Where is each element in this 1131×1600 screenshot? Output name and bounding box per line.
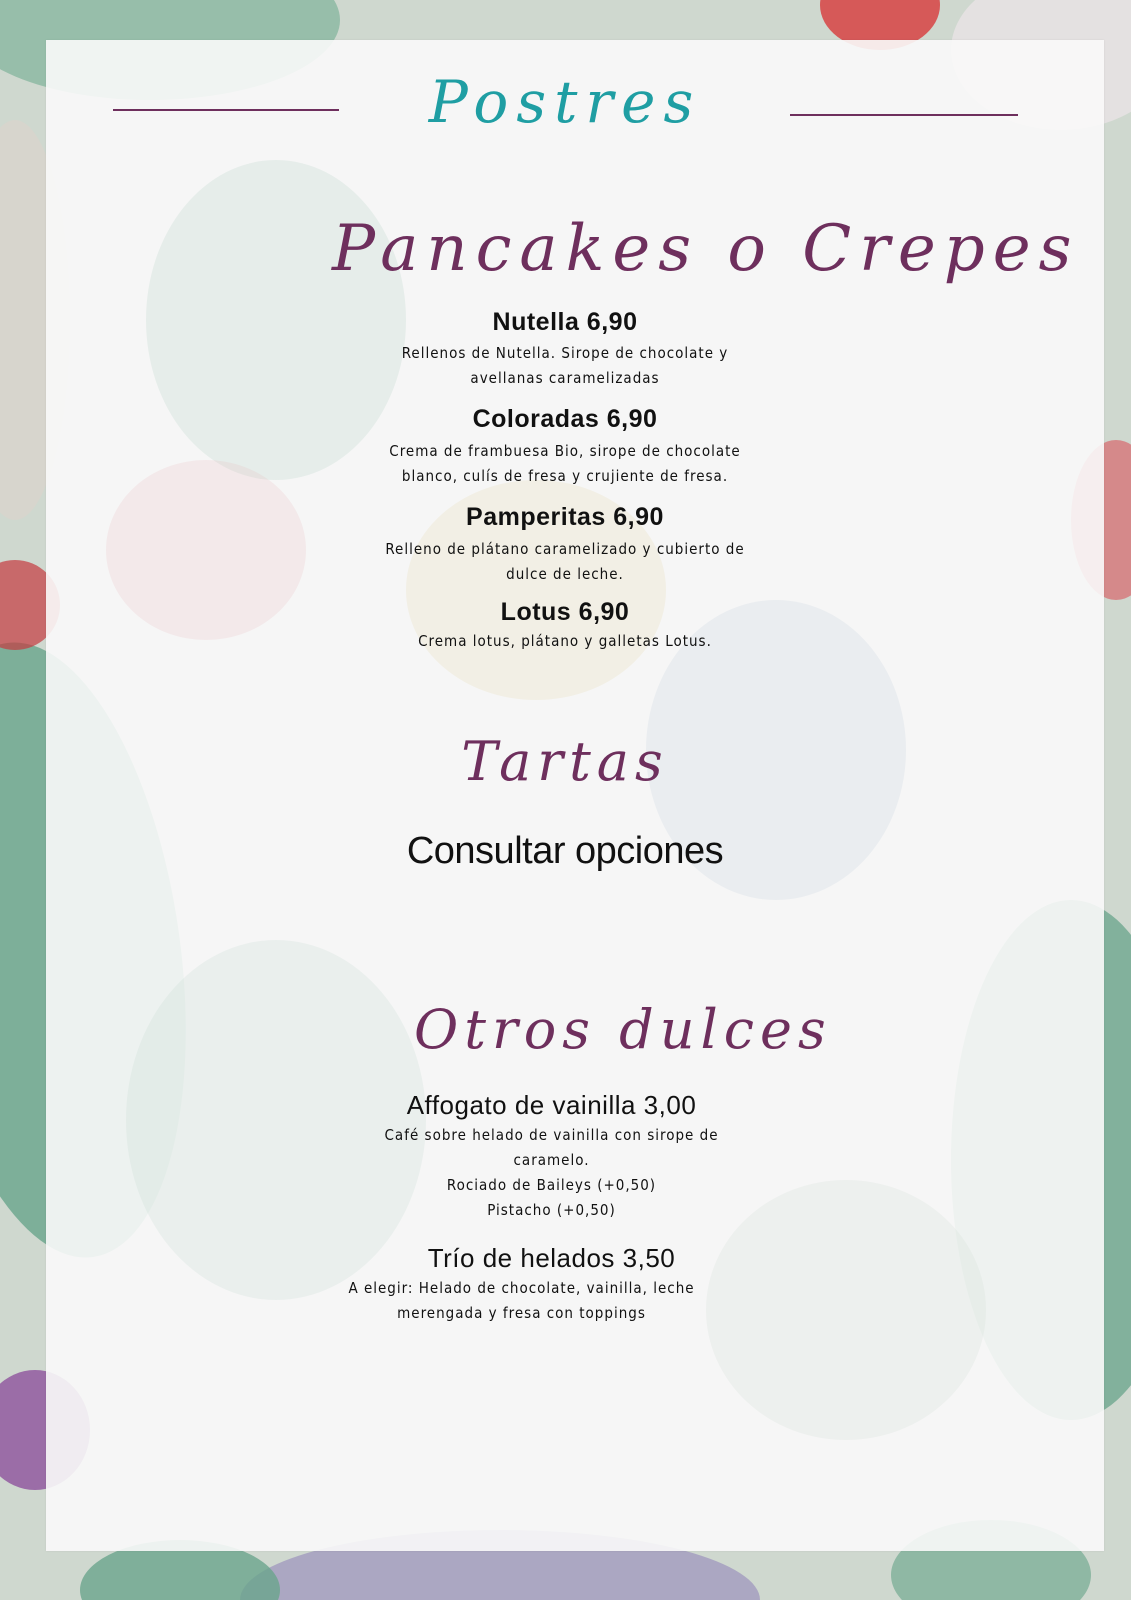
item-description: Crema de frambuesa Bio, sirope de chocolate bbox=[389, 442, 741, 460]
item-description: avellanas caramelizadas bbox=[470, 369, 660, 387]
item-description: Café sobre helado de vainilla con sirope de bbox=[384, 1126, 719, 1144]
item-title: Lotus 6,90 bbox=[500, 598, 630, 626]
section-heading-pancakes: Pancakes o Crepes bbox=[332, 212, 1080, 286]
section-heading-tartas: Tartas bbox=[461, 730, 669, 793]
menu-item-coloradas bbox=[46, 405, 1084, 489]
item-description: Pistacho (+0,50) bbox=[487, 1201, 616, 1219]
menu-item-nutella bbox=[46, 308, 1084, 391]
menu-item-trio-helados bbox=[46, 1243, 1057, 1326]
menu-item-affogato bbox=[46, 1090, 1057, 1223]
item-title: Coloradas 6,90 bbox=[472, 405, 658, 433]
item-description: caramelo. bbox=[513, 1151, 590, 1169]
item-description: Crema lotus, plátano y galletas Lotus. bbox=[418, 632, 712, 650]
item-description: merengada y fresa con toppings bbox=[397, 1304, 646, 1322]
item-title: Trío de helados 3,50 bbox=[427, 1243, 676, 1273]
item-description: dulce de leche. bbox=[506, 565, 624, 583]
menu-card bbox=[46, 40, 1104, 1551]
menu-title: Postres bbox=[428, 68, 702, 136]
item-description: blanco, culís de fresa y crujiente de fresa. bbox=[401, 467, 729, 485]
item-title: Nutella 6,90 bbox=[492, 308, 638, 336]
tartas-note: Consultar opciones bbox=[406, 830, 724, 872]
item-title: Affogato de vainilla 3,00 bbox=[406, 1090, 697, 1120]
item-description: Rociado de Baileys (+0,50) bbox=[446, 1176, 657, 1194]
item-description: Relleno de plátano caramelizado y cubierto de bbox=[385, 540, 745, 558]
section-heading-otros-dulces: Otros dulces bbox=[414, 998, 832, 1061]
menu-item-lotus bbox=[46, 598, 1084, 654]
menu-item-pamperitas bbox=[46, 503, 1084, 587]
item-description: Rellenos de Nutella. Sirope de chocolate y bbox=[401, 344, 729, 362]
item-description: A elegir: Helado de chocolate, vainilla, leche bbox=[348, 1279, 695, 1297]
item-title: Pamperitas 6,90 bbox=[466, 503, 664, 531]
